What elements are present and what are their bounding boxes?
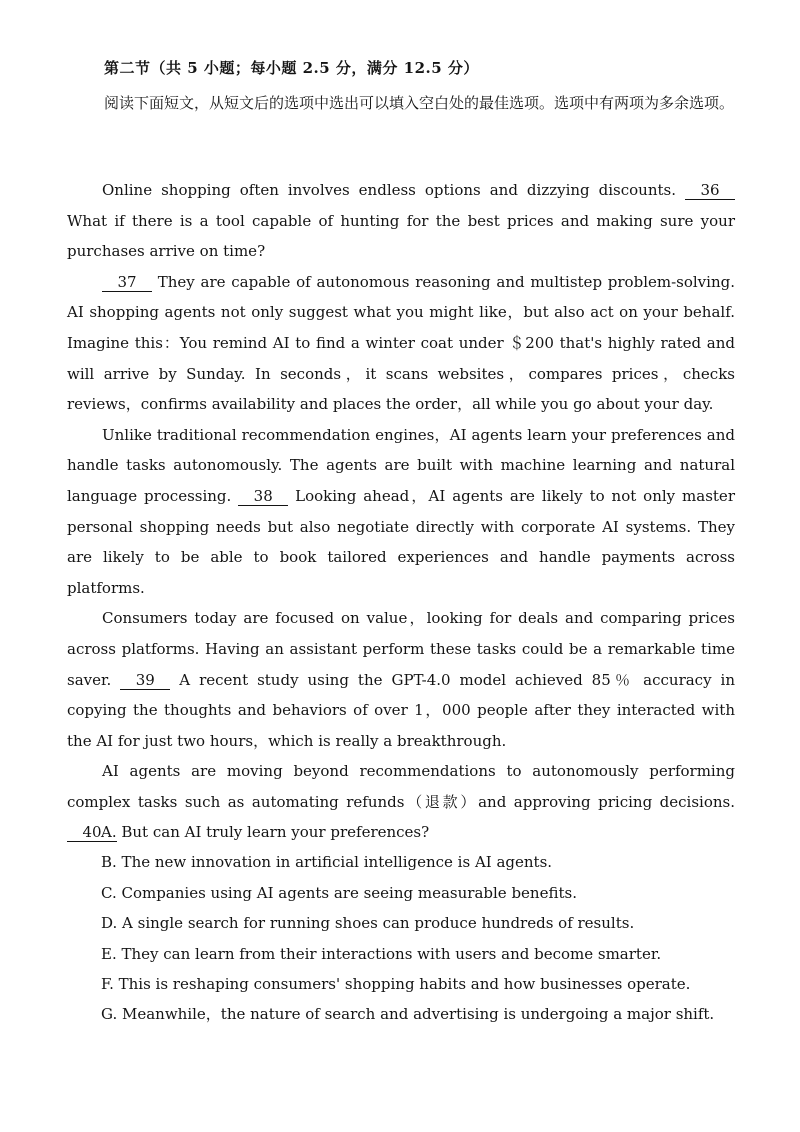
- blank-37: 37: [102, 273, 152, 292]
- blank-38: 38: [238, 487, 288, 506]
- option-a: A. But can AI truly learn your preferences?: [101, 823, 430, 841]
- paragraph-text: Online shopping often involves endless options and dizzying discounts.: [102, 181, 685, 199]
- passage-paragraph-2: [67, 267, 735, 420]
- passage-paragraph-1: [67, 175, 735, 267]
- option-f: F. This is reshaping consumers' shopping habits and how businesses operate.: [101, 974, 691, 993]
- passage-paragraph-3: [67, 420, 735, 604]
- paragraph-text: A recent study using the GPT-4.0 model achieved 85％ accuracy in copying the thoughts and behaviors of over 1，000 people after they interacted with the AI for just two hours，which is really a breakthrough.: [67, 670, 735, 750]
- paragraph-text: Unlike traditional recommendation engines，AI agents learn your preferences and handle tasks autonomously. The agents are built with machine learning and natural language processing.: [67, 425, 735, 505]
- paragraph-text: Consumers today are focused on value，looking for deals and comparing prices across platforms. Having an assistant perform these tasks could be a remarkable time saver.: [67, 609, 735, 689]
- option-c: C. Companies using AI agents are seeing measurable benefits.: [101, 883, 577, 902]
- section-heading: 第二节（共 5 小题；每小题 2.5 分，满分 12.5 分）: [104, 59, 479, 77]
- paragraph-text: AI agents are moving beyond recommendations to autonomously performing complex tasks such as automating refunds（退款）and approving pricing decisions.: [67, 762, 735, 811]
- blank-36: 36: [685, 181, 735, 200]
- blank-39: 39: [120, 671, 170, 690]
- passage-paragraph-4: [67, 603, 735, 756]
- section-instruction: 阅读下面短文，从短文后的选项中选出可以填入空白处的最佳选项。选项中有两项为多余选项。: [104, 94, 735, 112]
- option-b: B. The new innovation in artificial intelligence is AI agents.: [101, 853, 553, 872]
- option-g: G. Meanwhile，the nature of search and advertising is undergoing a major shift.: [101, 1005, 715, 1024]
- paragraph-text: They are capable of autonomous reasoning and multistep problem-solving. AI shopping agents not only suggest what you might like，but also act on your behalf. Imagine this：You remind AI to find a winter coat under ＄200 that's highly rated and will arrive by Sunday. In seconds，it scans websites，compares prices，checks reviews，confirms availability and places the order，all while you go about your day.: [67, 272, 735, 414]
- paragraph-text: Looking ahead，AI agents are likely to not only master personal shopping needs but also negotiate directly with corporate AI systems. They are likely to be able to book tailored experiences and handle payments across platforms.: [67, 486, 735, 597]
- answer-options: [101, 817, 741, 1030]
- option-e: E. They can learn from their interactions with users and become smarter.: [101, 944, 662, 963]
- reading-passage: [67, 175, 735, 848]
- option-d: D. A single search for running shoes can produce hundreds of results.: [101, 914, 635, 933]
- blank-40: 40: [67, 823, 117, 842]
- paragraph-text: What if there is a tool capable of hunting for the best prices and making sure your purchases arrive on time?: [67, 211, 735, 261]
